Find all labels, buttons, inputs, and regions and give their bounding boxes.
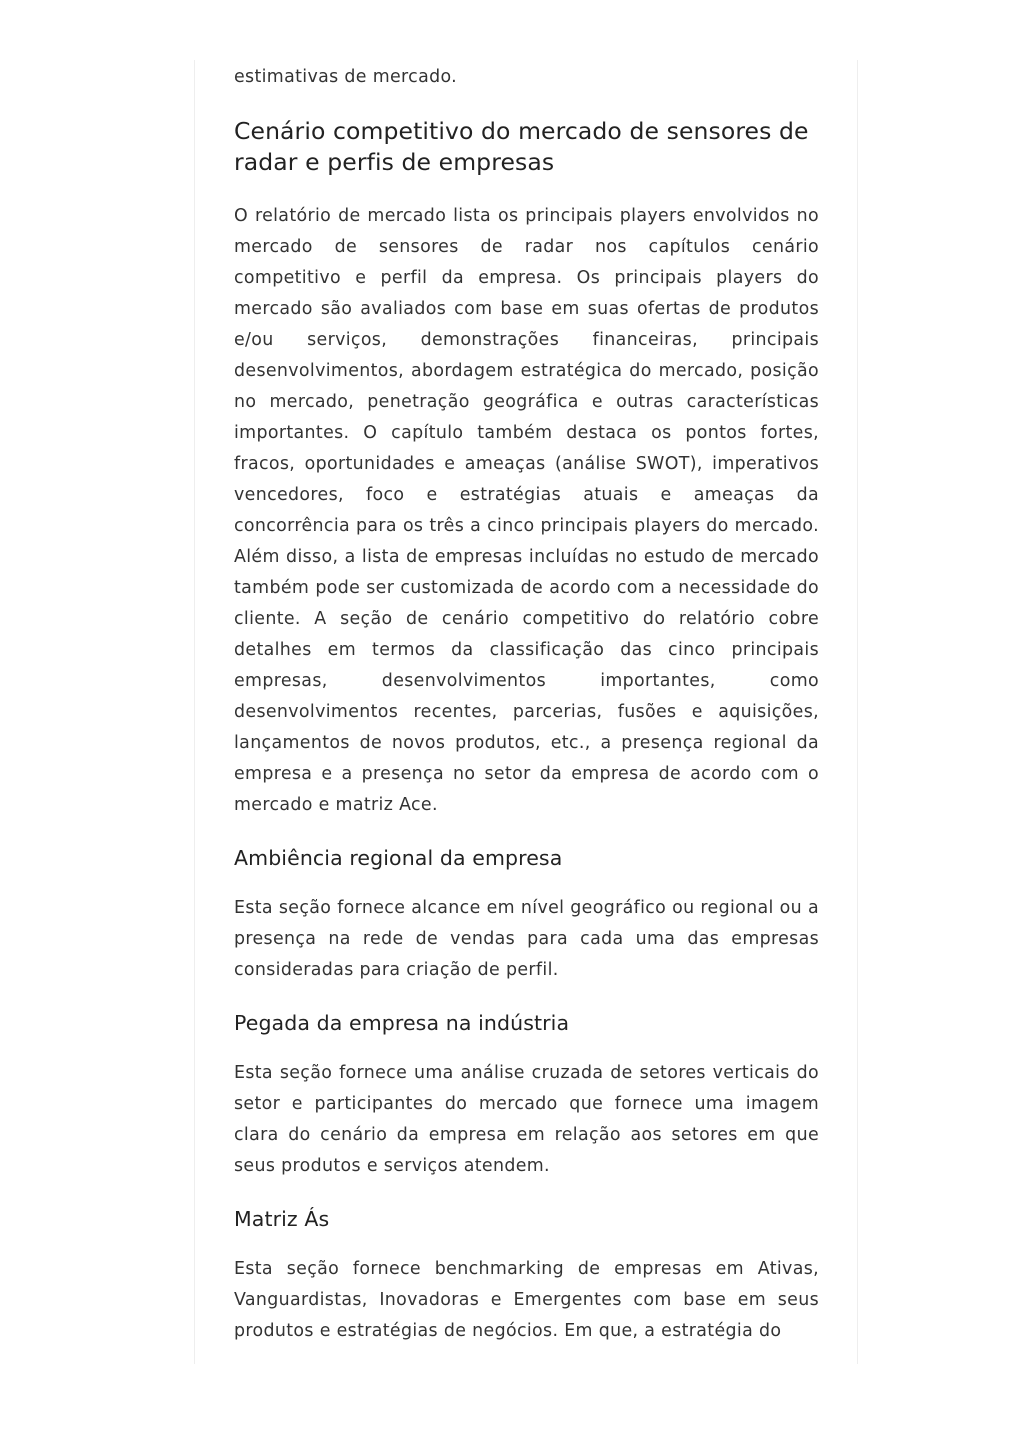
section-heading-industry-footprint: Pegada da empresa na indústria xyxy=(234,1011,570,1035)
intro-paragraph-tail: estimativas de mercado. xyxy=(234,67,458,87)
section-body-industry-footprint: Esta seção fornece uma análise cruzada de setores verticais do setor e participantes do mercado que fornece uma imagem clara do cenário da empresa em relação aos setores em que seus produtos e serviços atendem. xyxy=(234,1063,819,1176)
section-body-competitive-landscape: O relatório de mercado lista os principais players envolvidos no mercado de sensores de radar nos capítulos cenário competitivo e perfil da empresa. Os principais players do mercado são avaliados com base em suas ofertas de produtos e/ou serviços, demonstrações financeiras, principais desenvolvimentos, abordagem estratégica do mercado, posição no mercado, penetração geográfica e outras características importantes. O capítulo também destaca os pontos fortes, fracos, oportunidades e ameaças (análise SWOT), imperativos vencedores, foco e estratégias atuais e ameaças da concorrência para os três a cinco principais players do mercado. Além disso, a lista de empresas incluídas no estudo de mercado também pode ser customizada de acordo com a necessidade do cliente. A seção de cenário competitivo do relatório cobre detalhes em termos da classificação das cinco principais empresas, desenvolvimentos importantes, como desenvolvimentos recentes, parcerias, fusões e aquisições, lançamentos de novos produtos, etc., a presença regional da empresa e a presença no setor da empresa de acordo com o mercado e matriz Ace. xyxy=(234,206,819,815)
document-content xyxy=(234,60,819,1347)
document-page xyxy=(194,60,858,1364)
section-heading-regional-footprint: Ambiência regional da empresa xyxy=(234,846,563,870)
section-heading-competitive-landscape: Cenário competitivo do mercado de sensores de radar e perfis de empresas xyxy=(234,117,809,176)
section-body-regional-footprint: Esta seção fornece alcance em nível geográfico ou regional ou a presença na rede de vendas para cada uma das empresas consideradas para criação de perfil. xyxy=(234,898,819,980)
section-heading-ace-matrix: Matriz Ás xyxy=(234,1207,330,1231)
section-body-ace-matrix: Esta seção fornece benchmarking de empresas em Ativas, Vanguardistas, Inovadoras e Emergentes com base em seus produtos e estratégias de negócios. Em que, a estratégia do xyxy=(234,1259,819,1341)
